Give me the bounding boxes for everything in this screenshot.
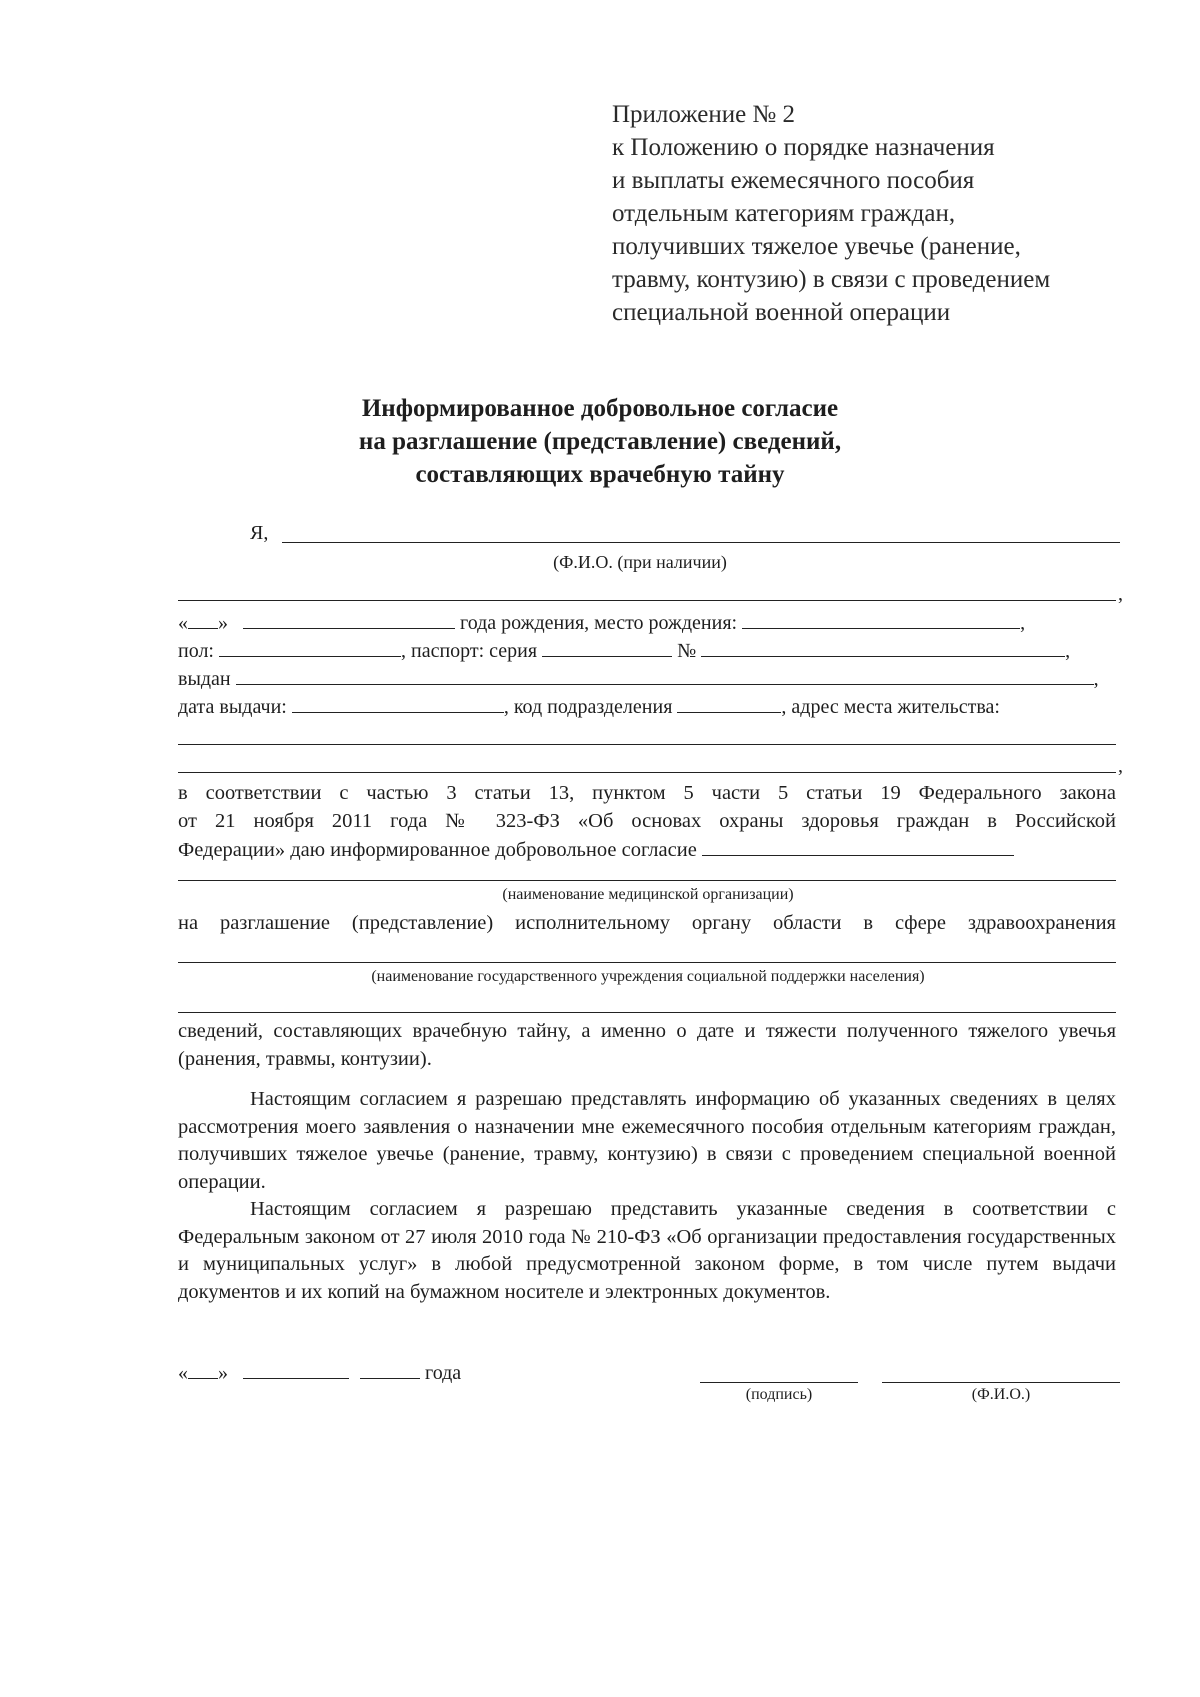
issue-date-row: [178, 692, 1118, 720]
i-label: Я,: [250, 522, 269, 544]
social-org-caption: (наименование государственного учреждения социальной поддержки населения): [371, 968, 925, 985]
appendix-line: к Положению о порядке назначения: [612, 134, 995, 161]
signature-caption: (подпись): [745, 1386, 813, 1403]
consent-body: [178, 1018, 1116, 1306]
year-label: года: [425, 1362, 462, 1384]
birth-label: года рождения, место рождения:: [460, 612, 738, 634]
passport-label: , паспорт: серия: [400, 640, 538, 662]
appendix-line: получивших тяжелое увечье (ранение,: [612, 233, 1021, 260]
med-org-caption: (наименование медицинской организации): [502, 886, 794, 903]
appendix-line: отдельным категориям граждан,: [612, 200, 956, 227]
document-title: [200, 392, 1000, 491]
birth-day-field[interactable]: [188, 608, 218, 629]
issue-date-label: дата выдачи:: [178, 696, 287, 718]
passport-number-field[interactable]: [701, 636, 1065, 657]
fio-continuation-line[interactable]: [178, 600, 1116, 601]
title-line: Информированное добровольное согласие: [361, 395, 839, 422]
quote-open: «: [178, 612, 188, 634]
sex-label: пол:: [178, 640, 214, 662]
med-org-line[interactable]: [178, 880, 1116, 881]
appendix-line: специальной военной операции: [612, 299, 951, 326]
issue-date-field[interactable]: [292, 692, 504, 713]
social-org-line-2[interactable]: [178, 1012, 1116, 1013]
consent-line: Федерации» даю информированное добровольное согласие: [178, 839, 697, 861]
issued-row: [178, 664, 1118, 692]
med-org-field[interactable]: [702, 835, 1014, 856]
title-line: на разглашение (представление) сведений,: [358, 428, 842, 455]
address-line-1[interactable]: [178, 744, 1116, 745]
appendix-line: Приложение № 2: [612, 101, 796, 128]
consent-line: на разглашение (представление) исполнительному органу области в сфере здравоохранения: [178, 912, 1116, 934]
title-line: составляющих врачебную тайну: [415, 461, 785, 488]
consent-paragraph-5: Настоящим согласием я разрешаю представить указанные сведения в соответствии с Федеральным законом от 27 июля 2010 года № 210-ФЗ «Об организации предоставления государственных и муниципальных услуг» в любой предусмотренной законом форме, в том числе путем выдачи документов и их копий на бумажном носителе и электронных документов.: [178, 1198, 1116, 1303]
appendix-line: и выплаты ежемесячного пособия: [612, 167, 975, 194]
sign-month-field[interactable]: [243, 1358, 349, 1379]
number-label: №: [677, 640, 697, 662]
issued-label: выдан: [178, 668, 231, 690]
comma: ,: [1093, 668, 1099, 690]
birth-month-year-field[interactable]: [243, 608, 455, 629]
consent-paragraph-3: сведений, составляющих врачебную тайну, а именно о дате и тяжести полученного тяжелого увечья (ранения, травмы, контузии).: [178, 1020, 1116, 1070]
quote-open: «: [178, 1362, 188, 1384]
signature-fio-line[interactable]: [882, 1382, 1120, 1383]
division-code-label: , код подразделения: [503, 696, 673, 718]
signature-line[interactable]: [700, 1382, 858, 1383]
appendix-header: [612, 98, 1132, 329]
passport-row: [178, 636, 1118, 664]
birthplace-field[interactable]: [742, 608, 1020, 629]
consent-paragraph-1: [178, 780, 1116, 865]
consent-paragraph-4: Настоящим согласием я разрешаю представлять информацию об указанных сведениях в целях рассмотрения моего заявления о назначении мне ежемесячного пособия отдельным категориям граждан, получивших тяжелое увечье (ранение, травму, контузию) в связи с проведением специальной военной операции.: [178, 1088, 1116, 1193]
quote-close: »: [218, 612, 228, 634]
comma: ,: [1065, 640, 1071, 662]
consent-line: в соответствии с частью 3 статьи 13, пунктом 5 части 5 статьи 19 Федерального закона: [178, 782, 1116, 804]
quote-close: »: [218, 1362, 228, 1384]
division-code-field[interactable]: [677, 692, 781, 713]
comma: ,: [1118, 583, 1123, 605]
fio-caption: (Ф.И.О. (при наличии): [553, 552, 727, 572]
sign-year-field[interactable]: [360, 1358, 420, 1379]
comma: ,: [1118, 755, 1123, 777]
sign-day-field[interactable]: [188, 1358, 218, 1379]
comma: ,: [1020, 612, 1026, 634]
consent-line: от 21 ноября 2011 года № 323-ФЗ «Об основах охраны здоровья граждан в Российской: [178, 809, 1116, 832]
sign-date-row: [178, 1358, 461, 1385]
issued-by-field[interactable]: [236, 664, 1094, 685]
birth-row: [178, 608, 1118, 636]
sex-field[interactable]: [219, 636, 401, 657]
social-org-line[interactable]: [178, 962, 1116, 963]
appendix-line: травму, контузию) в связи с проведением: [612, 266, 1051, 293]
fio-line[interactable]: [282, 542, 1120, 543]
passport-series-field[interactable]: [542, 636, 672, 657]
address-line-2[interactable]: [178, 772, 1116, 773]
consent-paragraph-2: [178, 910, 1116, 938]
signature-fio-caption: (Ф.И.О.): [971, 1386, 1031, 1403]
address-label: , адрес места жительства:: [781, 696, 1000, 718]
